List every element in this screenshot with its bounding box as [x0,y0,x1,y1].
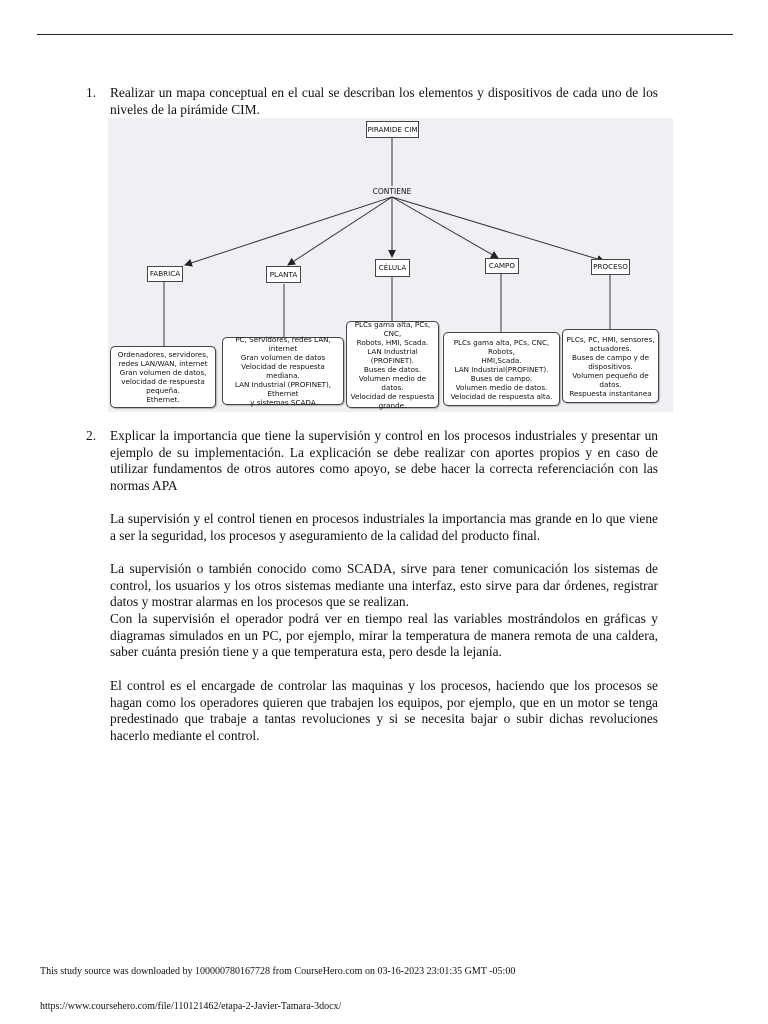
level-campo: CAMPO [485,258,519,274]
footer-source-note: This study source was downloaded by 100000780167728 from CourseHero.com on 03-16-2023 23:01:35 GMT -05:00 [40,966,516,977]
desc-fabrica: Ordenadores, servidores, redes LAN/WAN, internet Gran volumen de datos, velocidad de respuesta pequeña. Ethernet. [110,346,216,408]
level-fabrica: FABRICA [147,266,183,282]
answer-paragraph-4: El control es el encargade de controlar las maquinas y los procesos, haciendo que los procesos se hagan como los operadores quieren que trabajen los equipos, por ejemplo, que en un motor se tenga predestinado que trabaje a tantas revoluciones y si se necesita bajar o subir dichas revoluciones hacerlo mediante el control. [110,678,658,743]
arrow-fabrica [185,197,392,265]
question-2-text: Explicar la importancia que tiene la supervisión y control en los procesos industriales y presentar un ejemplo de su implementación. La explicación se debe realizar con aportes propios y en caso de utilizar fundamentos de otros autores como apoyo, se debe hacer la correcta referenciación con las normas APA [110,428,658,493]
level-proceso: PROCESO [591,259,630,275]
connector-label: CONTIENE [372,187,412,196]
level-celula: CÉLULA [375,259,410,277]
answer-paragraph-1: La supervisión y el control tienen en procesos industriales la importancia mas grande en lo que viene a ser la seguridad, los procesos y aseguramiento de la calidad del producto final. [110,511,658,543]
root-node: PIRAMIDE CIM [366,121,419,138]
question-1 [86,85,658,118]
footer-url[interactable]: https://www.coursehero.com/file/110121462/etapa-2-Javier-Tamara-3docx/ [40,1001,342,1012]
question-2-number: 2. [86,428,97,443]
arrow-campo [392,197,498,258]
desc-proceso: PLCs, PC, HMI, sensores, actuadores. Buses de campo y de dispositivos. Volumen pequeño de datos. Respuesta instantanea [562,329,659,403]
question-1-text: Realizar un mapa conceptual en el cual se describan los elementos y dispositivos de cada uno de los niveles de la pirámide CIM. [110,85,658,117]
answer-paragraph-3: Con la supervisión el operador podrá ver en tiempo real las variables mostrándolos en gráficas y diagramas simulados en un PC, por ejemplo, mirar la temperatura de manera remota de una caldera, saber cuánta presión tiene y a que temperatura esta, pero desde la lejanía. [110,611,658,659]
level-planta: PLANTA [266,266,301,283]
desc-celula: PLCs gama alta, PCs, CNC, Robots, HMI, Scada. LAN Industrial (PROFINET). Buses de datos. Volumen medio de datos. Velocidad de respuesta grande. [346,321,439,408]
concept-map [108,118,673,412]
arrow-planta [288,197,392,265]
desc-planta: PC, Servidores, redes LAN, internet Gran volumen de datos Velocidad de respuesta mediana. LAN Industrial (PROFINET), Ethernet y sistemas SCADA [222,337,344,405]
top-rule [37,34,733,35]
desc-campo: PLCs gama alta, PCs, CNC, Robots, HMI,Scada. LAN Industrial(PROFINET). Buses de campo. Volumen medio de datos. Velocidad de respuesta alta. [443,332,560,406]
question-2 [86,428,658,494]
question-1-number: 1. [86,85,97,100]
arrow-proceso [392,197,604,261]
answer-paragraph-2: La supervisión o también conocido como SCADA, sirve para tener comunicación los sistemas de control, los usuarios y los otros sistemas mediante una interfaz, esto sirve para dar órdenes, registrar datos y mostrar alarmas en los procesos que se realizan. [110,561,658,609]
